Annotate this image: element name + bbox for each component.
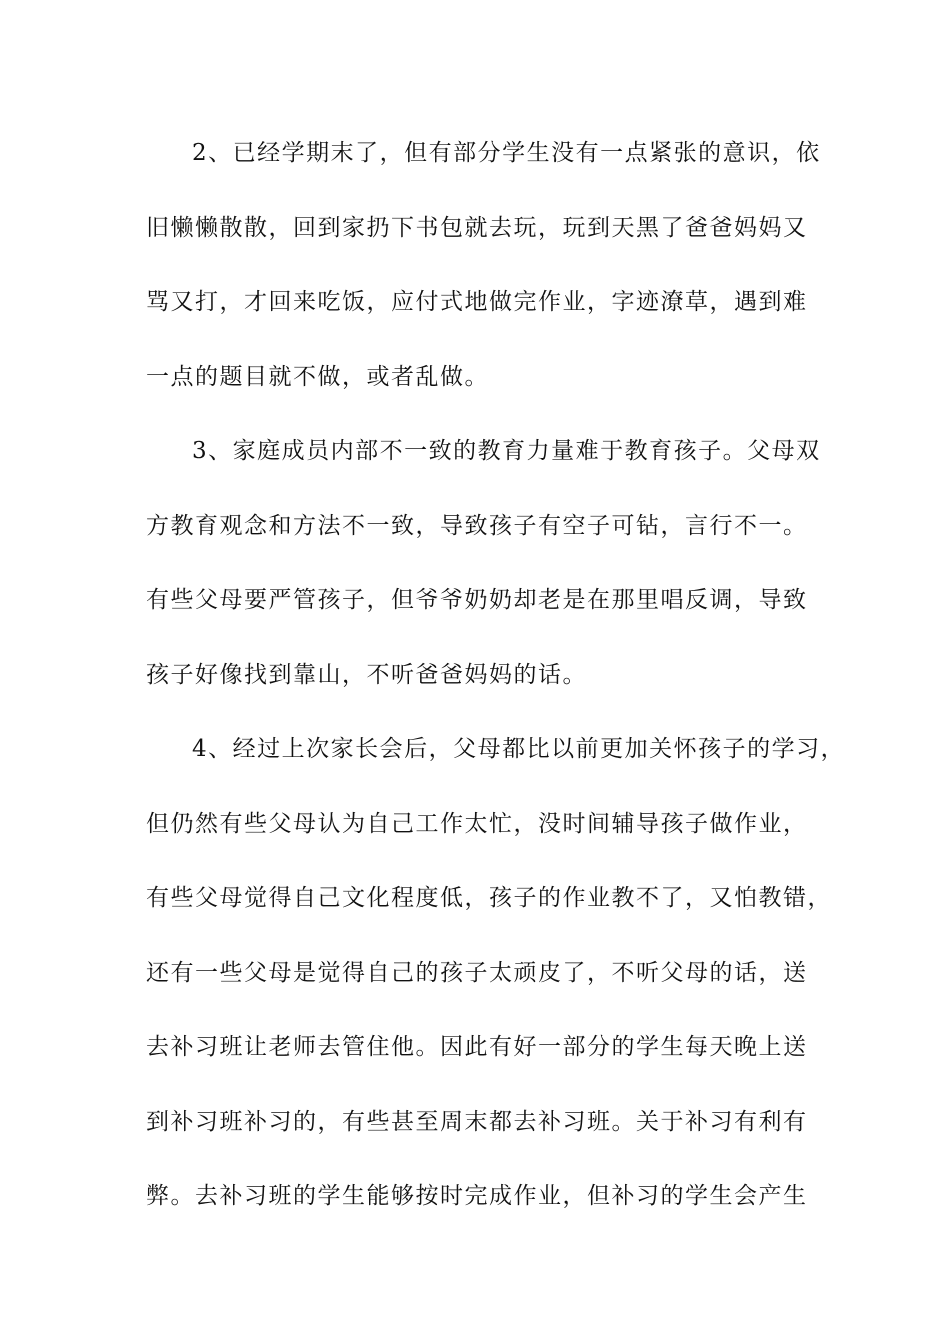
text-line: 但仍然有些父母认为自己工作太忙，没时间辅导孩子做作业， — [146, 810, 808, 837]
text-line: 3、家庭成员内部不一致的教育力量难于教育孩子。父母双 — [192, 438, 821, 464]
text-line: 去补习班让老师去管住他。因此有好一部分的学生每天晚上送 — [146, 1034, 808, 1060]
text-line: 2、已经学期末了，但有部分学生没有一点紧张的意识，依 — [192, 140, 821, 166]
document-body — [146, 127, 846, 1245]
text-line: 有些父母觉得自己文化程度低，孩子的作业教不了，又怕教错， — [146, 885, 832, 911]
text-line: 4、经过上次家长会后，父母都比以前更加关怀孩子的学习， — [192, 736, 846, 762]
text-line: 一点的题目就不做，或者乱做。 — [146, 363, 489, 390]
text-line: 旧懒懒散散，回到家扔下书包就去玩，玩到天黑了爸爸妈妈又 — [146, 214, 808, 241]
paragraph-2 — [146, 127, 826, 425]
text-line: 到补习班补习的，有些甚至周末都去补习班。关于补习有利有 — [146, 1108, 808, 1135]
paragraph-4 — [146, 723, 846, 1245]
text-line: 孩子好像找到靠山，不听爸爸妈妈的话。 — [146, 661, 587, 688]
paragraph-3 — [146, 425, 826, 723]
text-line: 还有一些父母是觉得自己的孩子太顽皮了，不听父母的话，送 — [146, 959, 808, 986]
text-line: 弊。去补习班的学生能够按时完成作业，但补习的学生会产生 — [146, 1183, 808, 1209]
text-line: 有些父母要严管孩子，但爷爷奶奶却老是在那里唱反调，导致 — [146, 587, 808, 613]
text-line: 骂又打，才回来吃饭，应付式地做完作业，字迹潦草，遇到难 — [146, 289, 808, 315]
text-line: 方教育观念和方法不一致，导致孩子有空子可钻，言行不一。 — [146, 512, 808, 539]
